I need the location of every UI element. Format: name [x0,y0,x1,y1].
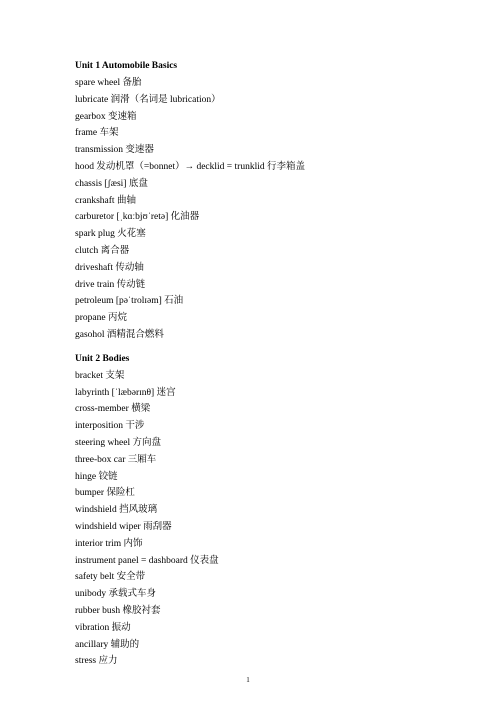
vocab-entry: three-box car 三厢车 [75,454,157,465]
unit-2-section [75,353,455,670]
vocab-entry: vibration 振动 [75,622,131,633]
vocab-entry: bracket 支架 [75,370,125,381]
vocab-entry: stress 应力 [75,656,118,667]
vocab-entry: hinge 铰链 [75,471,118,482]
vocab-entry: windshield 挡风玻璃 [75,505,158,516]
vocab-entry: instrument panel = dashboard 仪表盘 [75,555,219,566]
vocab-entry: propane 丙烷 [75,313,127,324]
vocab-entry: lubricate 润滑（名词是 lubrication） [75,94,221,105]
unit-1-section [75,60,455,344]
vocab-entry: safety belt 安全带 [75,572,146,583]
vocab-entry: rubber bush 橡胶衬套 [75,605,161,616]
vocab-entry: spare wheel 备胎 [75,78,142,88]
vocab-entry: interior trim 内饰 [75,538,143,549]
unit-1-title: Unit 1 Automobile Basics [75,61,178,71]
page-number: 1 [246,676,250,684]
vocab-entry: crankshaft 曲轴 [75,195,136,206]
vocab-entry: drive train 传动链 [75,279,146,290]
vocab-entry: chassis [ʃæsi] 底盘 [75,178,148,189]
vocab-entry: clutch 离合器 [75,245,130,256]
vocab-entry: petroleum [pəˈtrolɪəm] 石油 [75,296,184,307]
vocab-entry: unibody 承载式车身 [75,589,157,600]
vocab-entry: driveshaft 传动轴 [75,262,144,273]
vocab-entry: gasohol 酒精混合燃料 [75,329,164,340]
document-page [75,60,455,670]
vocab-entry: transmission 变速器 [75,145,154,156]
vocab-entry: cross-member 横梁 [75,404,151,415]
vocab-entry: labyrinth [ˈlæbərɪnθ] 迷宫 [75,387,176,398]
vocab-entry: frame 车架 [75,128,119,139]
vocab-entry: ancillary 辅助的 [75,639,140,650]
vocab-entry: interposition 干涉 [75,421,145,432]
vocab-entry: steering wheel 方向盘 [75,437,162,448]
vocab-entry: windshield wiper 雨刮器 [75,521,172,532]
vocab-entry: spark plug 火花塞 [75,229,146,240]
vocab-entry: hood 发动机罩（=bonnet）→ decklid = trunklid 行李箱盖 [75,161,305,172]
vocab-entry: gearbox 变速箱 [75,111,137,122]
unit-2-title: Unit 2 Bodies [75,353,130,364]
vocab-entry: bumper 保险杠 [75,488,135,499]
vocab-entry: carburetor [ˌkɑːbjʊˈretə] 化油器 [75,212,200,223]
